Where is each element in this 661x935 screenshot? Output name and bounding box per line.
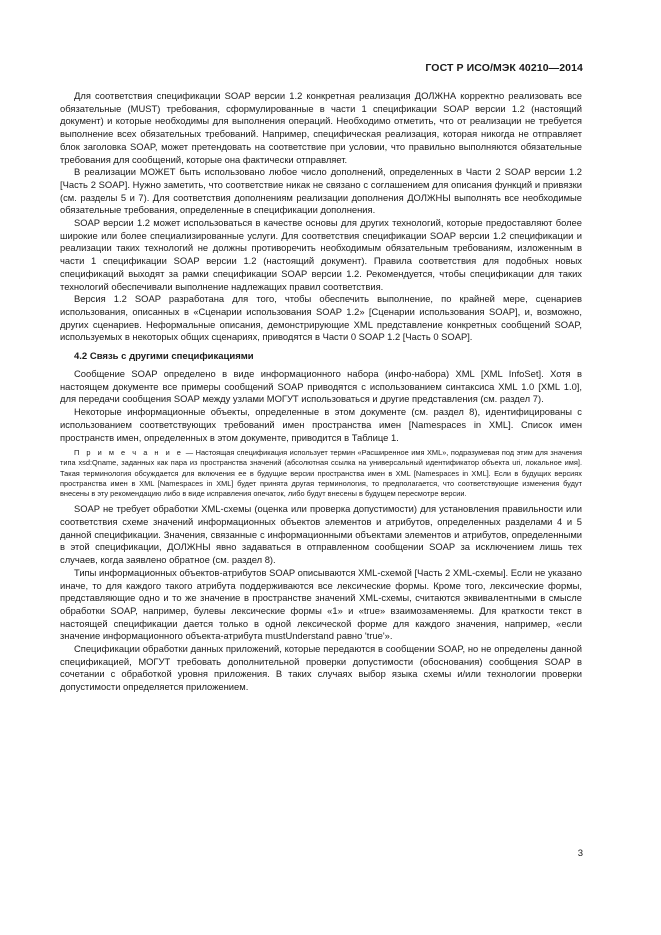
note <box>60 448 582 499</box>
paragraph: Спецификации обработки данных приложений, которые передаются в сообщении SOAP, но не определены данной спецификацией, МОГУТ требовать дополнительной проверки допустимости (обоснования) сообщения SOAP в сочетании с обработкой уровня приложения. В таких случаях выбор языка схемы и/или технологии проверки допустимости определяется приложением. <box>60 643 582 693</box>
paragraph: SOAP не требует обработки XML-схемы (оценка или проверка допустимости) для установления правильности или соответствия схеме значений информационных объектов элементов и атрибутов, определенных разделами 4 и 5 данной спецификации. Значения, связанные с информационными объектами элементов и атрибутов, определенными в этой спецификации, ДОЛЖНЫ явно задаваться в отправленном сообщении SOAP за исключением лишь тех случаев, когда заявлено обратное (см. раздел 8). <box>60 503 582 566</box>
page-number: 3 <box>577 848 583 859</box>
standard-header: ГОСТ Р ИСО/МЭК 40210—2014 <box>425 62 583 74</box>
paragraph: Некоторые информационные объекты, определенные в этом документе (см. раздел 8), идентифицированы с использованием соответствующих требований имен пространства имен [Namespaces in XML]. Список имен пространств имен, определенных в этом документе, приводится в Таблице 1. <box>60 406 582 443</box>
section-heading: 4.2 Связь с другими спецификациями <box>74 351 254 363</box>
paragraph: Сообщение SOAP определено в виде информационного набора (инфо-набора) XML [XML InfoSet]. Хотя в настоящем документе все примеры сообщений SOAP приводятся с использованием синтаксиса XML 1.0 [XML 1.0], для передачи сообщения SOAP между узлами МОГУТ использоваться и другие представления (см. раздел 7). <box>60 368 582 405</box>
document-body <box>60 90 582 694</box>
paragraph: SOAP версии 1.2 может использоваться в качестве основы для других технологий, которые предоставляют более широкие или более специализированные услуги. Для соответствия спецификации SOAP версии 1.2 спецификации и реализации таких технологий не должны противоречить необходимым обязательным требованиям, изложенным в части 1 спецификации SOAP версии 1.2 (настоящий документ). Правила соответствия для подобных новых спецификаций выходят за рамки спецификации SOAP версии 1.2. Рекомендуется, чтобы спецификации для таких технологий обеспечивали выполнение надлежащих правил соответствия. <box>60 217 582 292</box>
paragraph: Версия 1.2 SOAP разработана для того, чтобы обеспечить выполнение, по крайней мере, сценариев использования, описанных в «Сценарии использования SOAP 1.2» [Сценарии использования SOAP], и, возможно, других сценариев. Неформальные описания, демонстрирующие XML представление конкретных сообщений SOAP, используемых в некоторых общих сценариях, приводятся в Части 0 SOAP 1.2 [Часть 0 SOAP]. <box>60 293 582 343</box>
paragraph: В реализации МОЖЕТ быть использовано любое число дополнений, определенных в Части 2 SOAP версии 1.2 [Часть 2 SOAP]. Нужно заметить, что соответствие никак не связано с соглашением для описания функций и привязки (см. разделы 5 и 7). Для соответствия дополнениям реализации дополнения ДОЛЖНЫ выполнять все необходимые обязательные требования, определенные в спецификации дополнения. <box>60 166 582 216</box>
paragraph: Типы информационных объектов-атрибутов SOAP описываются XML-схемой [Часть 2 XML-схемы]. Если не указано иначе, то для каждого такого атрибута поддерживаются все лексические формы. Кроме того, лексические формы, представляющие одно и то же значение в пространстве значений XML-схемы, считаются эквивалентными в смысле обработки SOAP, например, булевы лексические формы «1» и «true» взаимозаменяемы. Для краткости текст в настоящей спецификации дается только в одной лексической форме для каждого значения, например, «если значение информационного объекта-атрибута mustUnderstand равно 'true'». <box>60 566 582 642</box>
note-text: — Настоящая спецификация использует термин «Расширенное имя XML», подразумевая под этим для значения типа xsd:Qname, заданных как пара из пространства значений (абсолютная ссылка на универсальный идентификатор объекта uri, локальное имя]. Такая терминология обсуждается для включения ее в будущие версии пространства имен в XML [Namespaces in XML]. Если в будущих версиях пространства имен в XML [Namespaces in XML] будет принята другая терминология, то предполагается, что соответствующие изменения будут внесены в эту рекомендацию либо в виде исправления опечаток, либо будут внесены в будущем пересмотре версии. <box>60 448 582 499</box>
paragraph: Для соответствия спецификации SOAP версии 1.2 конкретная реализация ДОЛЖНА корректно реализовать все обязательные (MUST) требования, сформулированные в части 1 спецификации SOAP версии 1.2 (настоящий документ) и которые необходимы для выполнения операций. Необходимо отметить, что от реализации не требуется выполнение всех обязательных требований. Например, специфическая реализация, которая никогда не отправляет блок заголовка SOAP, может претендовать на соответствие при условии, что правильно выполняются обязательные требования для сообщений, которые она фактически отправляет. <box>60 90 582 165</box>
note-label: П р и м е ч а н и е <box>74 448 184 458</box>
